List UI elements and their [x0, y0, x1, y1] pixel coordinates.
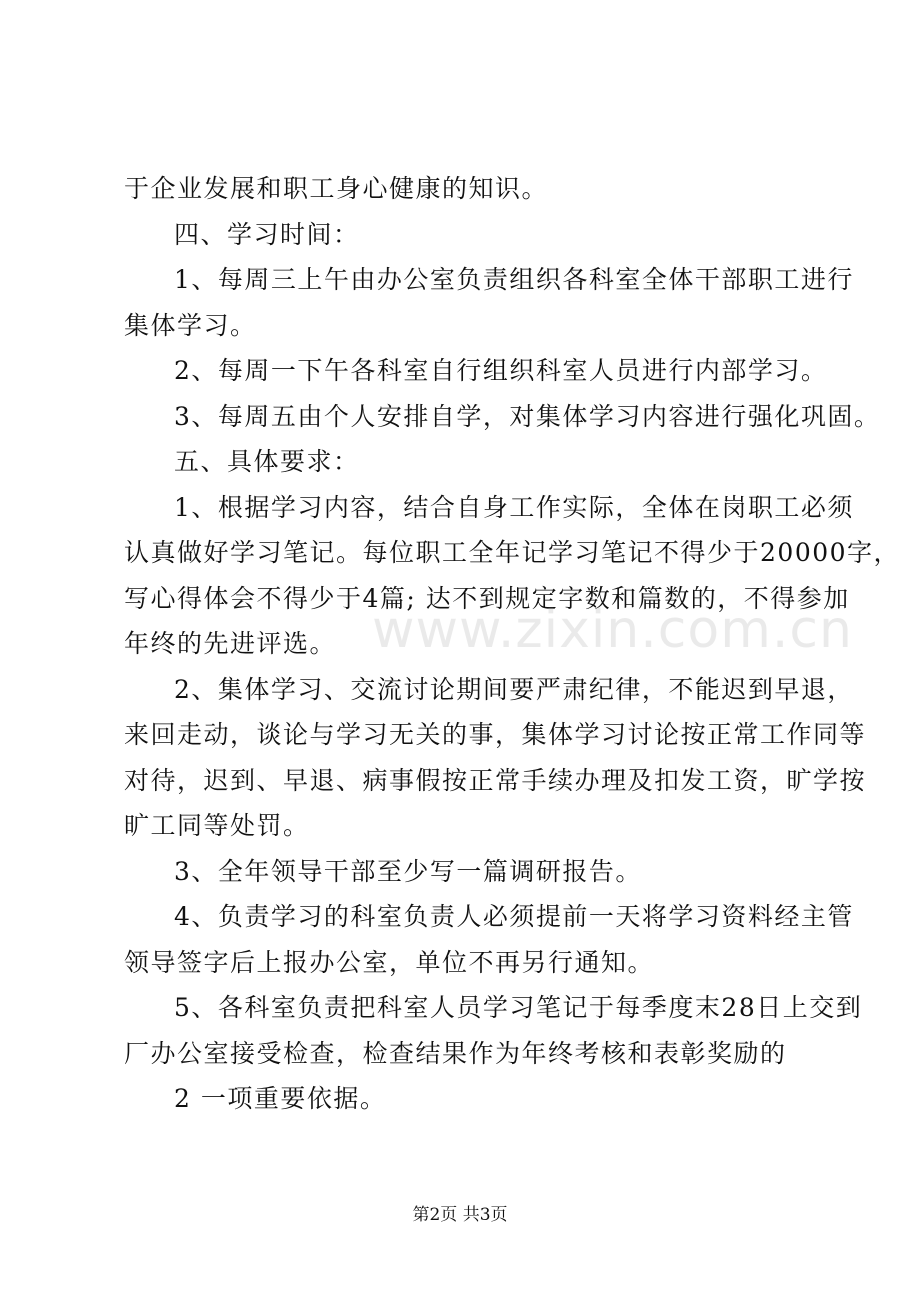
text-line: 1、根据学习内容，结合自身工作实际，全体在岗职工必须 [174, 492, 854, 522]
text-line: 3、全年领导干部至少写一篇调研报告。 [174, 856, 642, 886]
text-line: 写心得体会不得少于4篇; 达不到规定字数和篇数的，不得参加 [124, 583, 850, 613]
text-line: 5、各科室负责把科室人员学习笔记于每季度末28日上交到 [174, 993, 863, 1022]
text-line: 集体学习。 [124, 310, 257, 340]
text-line: 3、每周五由个人安排自学，对集体学习内容进行强化巩固。 [174, 401, 881, 431]
text-line: 2、集体学习、交流讨论期间要严肃纪律，不能迟到早退， [174, 674, 854, 704]
text-line: 对待，迟到、早退、病事假按正常手续办理及扣发工资，旷学按 [124, 765, 867, 795]
text-line: 旷工同等处罚。 [124, 811, 310, 840]
page-footer: 第2页 共3页 [412, 1205, 508, 1225]
text-line: 4、负责学习的科室负责人必须提前一天将学习资料经主管 [174, 902, 854, 931]
text-line: 于企业发展和职工身心健康的知识。 [124, 174, 549, 203]
text-line: 来回走动，谈论与学习无关的事，集体学习讨论按正常工作同等 [124, 720, 867, 749]
text-line: 领导签字后上报办公室，单位不再另行通知。 [124, 947, 655, 977]
text-line: 厂办公室接受检查，检查结果作为年终考核和表彰奖励的 [124, 1038, 787, 1068]
text-line: 1、每周三上午由办公室负责组织各科室全体干部职工进行 [174, 265, 854, 294]
section-heading: 五、具体要求： [174, 447, 360, 476]
text-line: 认真做好学习笔记。每位职工全年记学习笔记不得少于20000字， [124, 538, 901, 567]
document-body [124, 166, 901, 1122]
text-line: 2、每周一下午各科室自行组织科室人员进行内部学习。 [174, 356, 828, 385]
section-heading: 四、学习时间： [174, 219, 360, 249]
text-line: 年终的先进评选。 [124, 629, 337, 658]
watermark: www.zixin.com.cn [372, 600, 853, 660]
text-line: 2 一项重要依据。 [174, 1084, 387, 1113]
